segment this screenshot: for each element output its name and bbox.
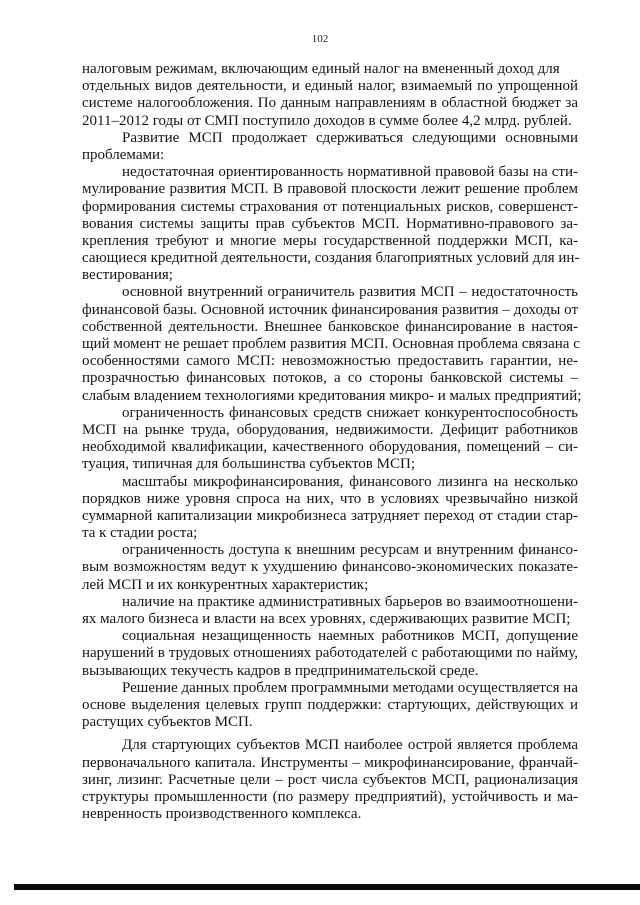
text-line: вызывающих текучесть кадров в предпринимательской среде. (82, 662, 479, 679)
text-line: 2011–2012 годы от СМП поступило доходов в сумме более 4,2 млрд. рублей. (82, 112, 572, 129)
text-line: ях малого бизнеса и власти на всех уровнях, сдерживающих развитие МСП; (82, 611, 571, 627)
text-line: слабым владением технологиями кредитования микро- и малых предприятий; (82, 387, 582, 404)
paragraph-first-line: Решение данных проблем программными методами осуществляется на (122, 679, 578, 696)
text-line: зинг, лизинг. Расчетные цели – рост числа субъектов МСП, рационализация (82, 771, 578, 788)
text-line: вования системы защиты прав субъектов МСП. Нормативно-правового за- (82, 215, 578, 232)
text-line: порядков ниже уровня спроса на них, что в условиях чрезвычайно низкой (82, 490, 578, 507)
text-line: сающиеся кредитной деятельности, создания благоприятных условий для ин- (82, 250, 580, 267)
text-line: системе налогообложения. По данным направлениям в областной бюджет за (82, 95, 578, 112)
text-line: собственной деятельности. Внешнее банковское финансирование в настоя- (82, 318, 578, 335)
paragraph-first-line: основной внутренний ограничитель развития МСП – недостаточность (122, 284, 578, 301)
paragraph-first-line: недостаточная ориентированность нормативной правовой базы на сти- (122, 164, 578, 181)
text-line: прозрачностью финансовых потоков, а со стороны банковской системы – (82, 370, 578, 387)
text-line: первоначального капитала. Инструменты – микрофинансирование, франчай- (82, 754, 578, 771)
text-line: лей МСП и их конкурентных характеристик; (82, 576, 369, 593)
text-line: туация, типичная для большинства субъектов МСП; (82, 456, 415, 473)
text-line: отдельных видов деятельности, и единый налог, взимаемый по упрощенной (82, 78, 578, 95)
text-line: суммарной капитализации микробизнеса затрудняет переход от стадии стар- (82, 507, 578, 524)
text-line: налоговым режимам, включающим единый налог на вмененный доход для (82, 61, 560, 77)
paragraph-first-line: Для стартующих субъектов МСП наиболее острой является проблема (122, 737, 578, 754)
text-line: основе выделения целевых групп поддержки: стартующих, действующих и (82, 696, 578, 713)
bottom-scan-border (14, 884, 640, 890)
paragraph-first-line: ограниченность финансовых средств снижает конкурентоспособность (122, 404, 578, 421)
text-line: щий момент не решает проблем развития МСП. Основная проблема связана с (82, 336, 580, 352)
text-line: вым возможностям ведут к ухудшению финансово-экономических показате- (82, 559, 578, 576)
paragraph-first-line: масштабы микрофинансирования, финансового лизинга на несколько (122, 473, 578, 490)
text-line: та к стадии роста; (82, 525, 198, 542)
paragraph-first-line: Развитие МСП продолжает сдерживаться следующими основными (122, 129, 578, 146)
text-line: формирования системы страхования от потенциальных рисков, совершенст- (82, 198, 578, 215)
text-line: растущих субъектов МСП. (82, 714, 253, 731)
text-line: финансовой базы. Основной источник финансирования развития – доходы от (82, 301, 578, 318)
text-line: проблемами: (82, 146, 165, 163)
page-number: 102 (311, 33, 329, 45)
text-line: особенностями самого МСП: невозможностью предоставить гарантии, не- (82, 353, 578, 370)
text-line: структуры промышленности (по размеру предприятий), устойчивость и ма- (82, 788, 578, 805)
paragraph-first-line: социальная незащищенность наемных работников МСП, допущение (122, 628, 578, 645)
document-body (82, 61, 582, 823)
paragraph-first-line: ограниченность доступа к внешним ресурсам и внутренним финансо- (122, 542, 578, 559)
paragraph-first-line: наличие на практике административных барьеров во взаимоотношени- (122, 593, 578, 610)
text-line: невренность производственного комплекса. (82, 806, 362, 823)
text-line: вестирования; (82, 267, 173, 284)
text-line: крепления требуют и многие меры государственной поддержки МСП, ка- (82, 232, 578, 249)
text-line: нарушений в трудовых отношениях работодателей с работающими по найму, (82, 645, 578, 662)
text-line: мулирование развития МСП. В правовой плоскости лежит решение проблем (82, 181, 578, 198)
text-line: МСП на рынке труда, оборудования, недвижимости. Дефицит работников (82, 421, 578, 438)
text-line: необходимой квалификации, качественного оборудования, помещений – си- (82, 439, 578, 456)
